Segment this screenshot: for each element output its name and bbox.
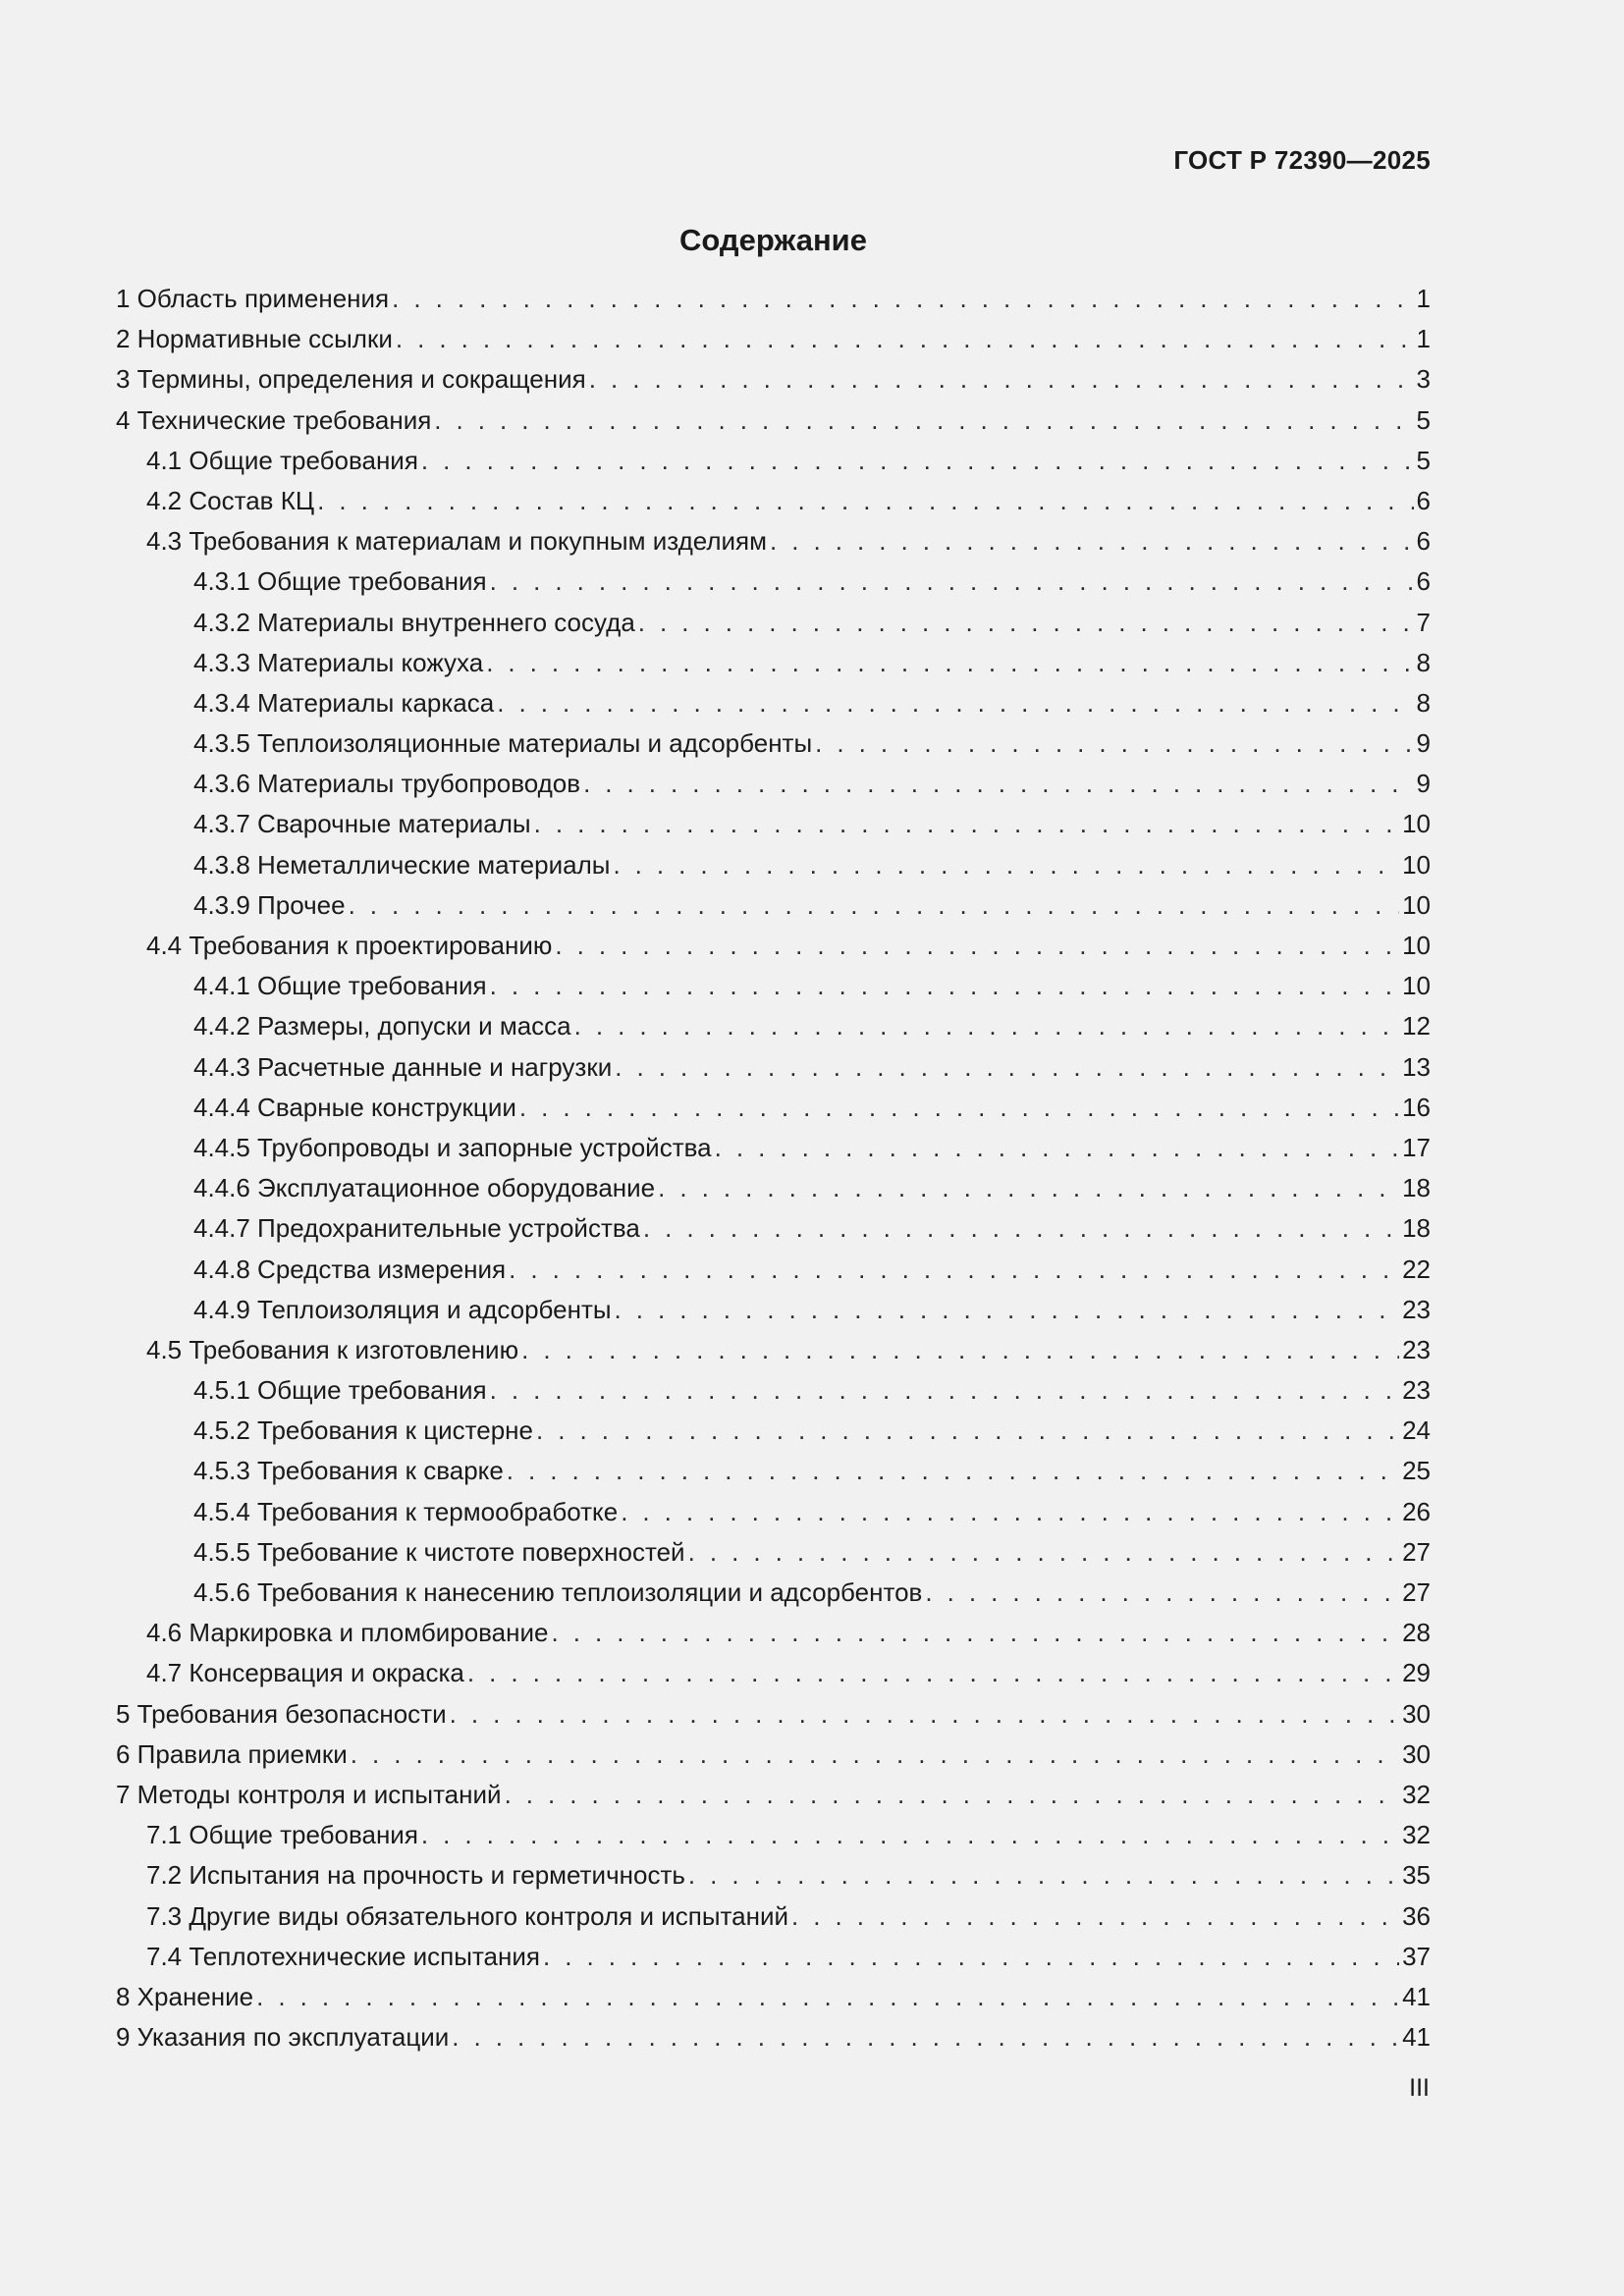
toc-entry-title: 4.5.5 Требование к чистоте поверхностей	[193, 1536, 685, 1567]
toc-entry[interactable]	[116, 1860, 1431, 1900]
toc-entry-title: 7.4 Теплотехнические испытания	[146, 1941, 540, 1971]
dot-leader	[486, 648, 1413, 678]
toc-entry-page-number: 9	[1416, 769, 1431, 799]
toc-entry[interactable]	[116, 931, 1431, 971]
toc-entry[interactable]	[116, 1255, 1431, 1295]
toc-entry-page-number: 36	[1402, 1900, 1431, 1931]
toc-entry-title: 4.5 Требования к изготовлению	[146, 1334, 519, 1364]
dot-leader	[509, 1255, 1399, 1285]
dot-leader	[688, 1860, 1399, 1891]
dot-leader	[349, 890, 1400, 921]
toc-entry[interactable]	[116, 1456, 1431, 1496]
toc-entry-title: 4.2 Состав КЦ	[146, 485, 315, 515]
dot-leader	[467, 1658, 1399, 1688]
dot-leader	[791, 1901, 1399, 1932]
dot-leader	[555, 931, 1399, 961]
toc-entry[interactable]	[116, 2022, 1431, 2062]
toc-entry-page-number: 41	[1402, 1981, 1431, 2011]
dot-leader	[450, 1699, 1399, 1730]
toc-entry[interactable]	[116, 1093, 1431, 1133]
toc-entry-page-number: 35	[1402, 1860, 1431, 1891]
dot-leader	[638, 608, 1414, 638]
toc-entry-title: 4.4.3 Расчетные данные и нагрузки	[193, 1051, 613, 1082]
dot-leader	[452, 2022, 1399, 2053]
toc-entry[interactable]	[116, 1577, 1431, 1618]
toc-entry-page-number: 28	[1402, 1618, 1431, 1648]
toc-entry[interactable]	[116, 769, 1431, 809]
toc-entry-title: 4.4.5 Трубопроводы и запорные устройства	[193, 1132, 712, 1162]
dot-leader	[490, 971, 1399, 1001]
dot-leader	[643, 1213, 1399, 1244]
toc-entry-page-number: 9	[1416, 728, 1431, 759]
toc-entry-page-number: 6	[1416, 526, 1431, 557]
toc-entry-page-number: 17	[1402, 1132, 1431, 1162]
toc-entry-page-number: 30	[1402, 1738, 1431, 1769]
toc-entry[interactable]	[116, 1295, 1431, 1335]
toc-entry-page-number: 18	[1402, 1173, 1431, 1203]
toc-entry-title: 4.3.2 Материалы внутреннего сосуда	[193, 607, 635, 637]
toc-entry-page-number: 7	[1416, 607, 1431, 637]
toc-entry-title: 7.2 Испытания на прочность и герметичность	[146, 1860, 685, 1891]
table-of-contents	[116, 284, 1431, 2062]
toc-entry[interactable]	[116, 1901, 1431, 1942]
toc-entry-page-number: 8	[1416, 687, 1431, 718]
toc-entry-page-number: 32	[1402, 1779, 1431, 1809]
toc-entry[interactable]	[116, 1739, 1431, 1780]
toc-entry-page-number: 1	[1416, 324, 1431, 354]
dot-leader	[615, 1052, 1399, 1083]
dot-leader	[815, 728, 1413, 759]
toc-entry[interactable]	[116, 566, 1431, 607]
toc-entry[interactable]	[116, 1537, 1431, 1577]
dot-leader	[688, 1537, 1400, 1568]
dot-leader	[421, 1820, 1399, 1850]
dot-leader	[396, 324, 1414, 354]
toc-entry-page-number: 25	[1402, 1456, 1431, 1486]
toc-entry-page-number: 1	[1416, 284, 1431, 313]
dot-leader	[490, 1375, 1399, 1406]
dot-leader	[770, 526, 1414, 557]
toc-entry-page-number: 23	[1402, 1294, 1431, 1324]
toc-entry[interactable]	[116, 1780, 1431, 1820]
dot-leader	[621, 1497, 1399, 1527]
toc-entry-title: 4.4 Требования к проектированию	[146, 931, 553, 960]
toc-entry-title: 4.5.3 Требования к сварке	[193, 1456, 504, 1486]
toc-entry[interactable]	[116, 486, 1431, 526]
toc-entry-page-number: 32	[1402, 1820, 1431, 1850]
toc-entry-title: 4.5.1 Общие требования	[193, 1375, 487, 1406]
toc-entry-page-number: 27	[1402, 1536, 1431, 1567]
toc-entry-page-number: 24	[1402, 1415, 1431, 1446]
toc-entry-page-number: 6	[1416, 485, 1431, 515]
toc-entry[interactable]	[116, 284, 1431, 324]
dot-leader	[613, 850, 1399, 881]
toc-entry[interactable]	[116, 728, 1431, 769]
toc-entry[interactable]	[116, 364, 1431, 404]
toc-entry-title: 4.4.1 Общие требования	[193, 971, 487, 1001]
toc-entry-page-number: 10	[1402, 889, 1431, 920]
toc-entry-page-number: 13	[1402, 1051, 1431, 1082]
dot-leader	[574, 1011, 1399, 1041]
dot-leader	[317, 486, 1413, 516]
toc-entry[interactable]	[116, 850, 1431, 890]
toc-entry[interactable]	[116, 446, 1431, 486]
toc-entry[interactable]	[116, 648, 1431, 688]
toc-entry-page-number: 18	[1402, 1213, 1431, 1244]
toc-entry-title: 7.3 Другие виды обязательного контроля и испытаний	[146, 1900, 788, 1931]
dot-leader	[421, 446, 1414, 476]
toc-entry-page-number: 23	[1402, 1375, 1431, 1406]
toc-entry-page-number: 5	[1416, 445, 1431, 475]
toc-entry-page-number: 30	[1402, 1698, 1431, 1729]
toc-entry-title: 4.4.9 Теплоизоляция и адсорбенты	[193, 1294, 612, 1324]
toc-entry-page-number: 23	[1402, 1334, 1431, 1364]
toc-entry-title: 4.3.7 Сварочные материалы	[193, 809, 531, 839]
toc-entry[interactable]	[116, 1820, 1431, 1860]
toc-entry[interactable]	[116, 608, 1431, 648]
dot-leader	[589, 364, 1414, 395]
toc-entry[interactable]	[116, 971, 1431, 1011]
dot-leader	[507, 1456, 1399, 1486]
toc-entry-page-number: 10	[1402, 809, 1431, 839]
toc-entry[interactable]	[116, 324, 1431, 364]
dot-leader	[925, 1577, 1399, 1608]
toc-entry-page-number: 41	[1402, 2022, 1431, 2053]
toc-entry-title: 4.3.1 Общие требования	[193, 566, 487, 597]
toc-entry[interactable]	[116, 1133, 1431, 1173]
toc-entry-title: 4.3.8 Неметаллические материалы	[193, 849, 611, 880]
toc-entry-page-number: 10	[1402, 971, 1431, 1001]
toc-entry-page-number: 29	[1402, 1658, 1431, 1688]
dot-leader	[519, 1093, 1399, 1123]
toc-entry-page-number: 16	[1402, 1092, 1431, 1122]
toc-entry-page-number: 22	[1402, 1254, 1431, 1284]
toc-entry-title: 4 Технические требования	[116, 404, 432, 435]
toc-entry-title: 4.3.5 Теплоизоляционные материалы и адсорбенты	[193, 728, 813, 759]
dot-leader	[434, 405, 1413, 436]
toc-entry[interactable]	[116, 1618, 1431, 1658]
dot-leader	[521, 1335, 1399, 1365]
toc-entry[interactable]	[116, 1335, 1431, 1375]
toc-entry-title: 1 Область применения	[116, 284, 390, 313]
dot-leader	[534, 809, 1400, 839]
toc-entry-title: 4.5.6 Требования к нанесению теплоизоляции и адсорбентов	[193, 1577, 923, 1607]
dot-leader	[715, 1133, 1399, 1163]
toc-title: Содержание	[679, 223, 867, 257]
document-code-header: ГОСТ Р 72390—2025	[1173, 145, 1431, 175]
toc-entry[interactable]	[116, 1375, 1431, 1415]
toc-entry-page-number: 6	[1416, 566, 1431, 597]
toc-entry-page-number: 5	[1416, 404, 1431, 435]
toc-entry[interactable]	[116, 405, 1431, 446]
dot-leader	[256, 1982, 1399, 2012]
dot-leader	[392, 284, 1413, 314]
toc-entry-page-number: 37	[1402, 1941, 1431, 1971]
toc-entry-title: 4.4.2 Размеры, допуски и масса	[193, 1011, 571, 1041]
toc-entry[interactable]	[116, 1052, 1431, 1093]
toc-entry-title: 4.7 Консервация и окраска	[146, 1658, 464, 1688]
toc-entry[interactable]	[116, 809, 1431, 849]
toc-entry-title: 9 Указания по эксплуатации	[116, 2022, 450, 2053]
dot-leader	[615, 1295, 1400, 1325]
toc-entry-title: 8 Хранение	[116, 1981, 254, 2011]
toc-entry[interactable]	[116, 1658, 1431, 1698]
toc-entry-page-number: 10	[1402, 849, 1431, 880]
toc-entry-title: 4.5.4 Требования к термообработке	[193, 1496, 619, 1526]
dot-leader	[583, 769, 1413, 799]
toc-entry[interactable]	[116, 526, 1431, 566]
toc-entry-title: 7.1 Общие требования	[146, 1820, 418, 1850]
toc-entry[interactable]	[116, 1982, 1431, 2022]
toc-entry-title: 4.4.8 Средства измерения	[193, 1254, 507, 1284]
toc-entry-title: 4.4.7 Предохранительные устройства	[193, 1213, 640, 1244]
toc-entry-title: 4.3.3 Материалы кожуха	[193, 647, 484, 677]
toc-entry[interactable]	[116, 1173, 1431, 1213]
dot-leader	[351, 1739, 1399, 1770]
toc-entry-title: 4.3.6 Материалы трубопроводов	[193, 769, 581, 799]
toc-entry-page-number: 3	[1416, 364, 1431, 395]
toc-entry-title: 4.3.9 Прочее	[193, 889, 346, 920]
toc-entry-page-number: 12	[1402, 1011, 1431, 1041]
toc-entry[interactable]	[116, 890, 1431, 931]
toc-entry-title: 7 Методы контроля и испытаний	[116, 1779, 502, 1809]
toc-entry[interactable]	[116, 1942, 1431, 1982]
toc-entry-page-number: 26	[1402, 1496, 1431, 1526]
dot-leader	[543, 1942, 1399, 1972]
dot-leader	[552, 1618, 1400, 1648]
dot-leader	[658, 1173, 1399, 1203]
toc-entry-title: 2 Нормативные ссылки	[116, 324, 393, 354]
dot-leader	[497, 688, 1413, 719]
toc-entry[interactable]	[116, 1011, 1431, 1051]
toc-entry[interactable]	[116, 1699, 1431, 1739]
toc-entry-title: 4.4.4 Сварные конструкции	[193, 1092, 516, 1122]
toc-entry-title: 4.4.6 Эксплуатационное оборудование	[193, 1173, 656, 1203]
dot-leader	[505, 1780, 1400, 1810]
toc-entry-title: 5 Требования безопасности	[116, 1698, 447, 1729]
toc-entry-title: 4.3 Требования к материалам и покупным изделиям	[146, 526, 768, 557]
toc-entry-page-number: 27	[1402, 1577, 1431, 1607]
dot-leader	[536, 1415, 1399, 1446]
toc-entry-page-number: 10	[1402, 931, 1431, 960]
dot-leader	[490, 566, 1414, 597]
toc-entry[interactable]	[116, 1213, 1431, 1254]
toc-entry-title: 4.5.2 Требования к цистерне	[193, 1415, 533, 1446]
toc-entry-page-number: 8	[1416, 647, 1431, 677]
toc-entry-title: 6 Правила приемки	[116, 1738, 348, 1769]
toc-entry[interactable]	[116, 1415, 1431, 1456]
footer-page-number: III	[1409, 2074, 1430, 2102]
toc-entry[interactable]	[116, 688, 1431, 728]
toc-entry[interactable]	[116, 1497, 1431, 1537]
toc-entry-title: 4.6 Маркировка и пломбирование	[146, 1618, 549, 1648]
toc-entry-title: 4.1 Общие требования	[146, 445, 418, 475]
toc-entry-title: 4.3.4 Материалы каркаса	[193, 687, 495, 718]
toc-entry-title: 3 Термины, определения и сокращения	[116, 364, 586, 395]
